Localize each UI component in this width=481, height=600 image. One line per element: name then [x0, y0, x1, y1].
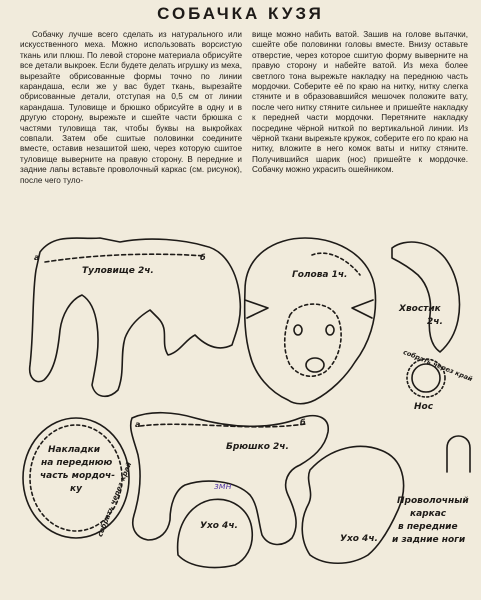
instructions-text-left: Собачку лучше всего сделать из натурального или искусственного меха. Можно использовать ворсистую ткань или плюш. По левой стороне материала обрисуйте все детали выкроек. Если будете делать игрушку из меха, вырезайте обрисованные формы точно по линии карандаша, если же у вас будет ткань, вырезайте обрисованные детали, отступая на 0,5 см от линии карандаша. Туловище и брюшко обрисуйте в одну и в другую сторону, вырежьте и сшейте части брюшка с частями туловища так, чтобы буквы на выкройках совпали. Затем обе сшитые половинки соедините вместе, оставив незашитой шею, через которую сшитое туловище выверните на правую сторону. В передние и задние лапы вставьте проволочный каркас (см. рисунок), после чего туло- [20, 30, 242, 185]
head-muzzle-outline [285, 304, 341, 376]
head-eye-left [294, 325, 302, 335]
tail-pattern-piece [392, 242, 459, 352]
body-point-a: а [34, 253, 40, 262]
page-title: СОБАЧКА КУЗЯ [157, 4, 324, 23]
head-eye-right [326, 325, 334, 335]
nose-label: Нос [414, 402, 434, 412]
body-seam-line [45, 254, 205, 262]
body-point-b: б [200, 253, 206, 262]
pencil-note: змн [214, 482, 232, 492]
ear-label-b: Ухо 4ч. [340, 534, 378, 544]
body-label: Туловище 2ч. [82, 266, 154, 276]
belly-point-a: а [135, 420, 141, 429]
head-nose-mark [306, 358, 324, 372]
wire-frame-label-1: Проволочный [397, 496, 469, 506]
muzzle-pad-gather-label: собрать через край [96, 461, 134, 538]
tail-count-label: 2ч. [427, 317, 443, 327]
wire-frame-label-4: и задние ноги [392, 535, 466, 545]
instructions-text-right: вище можно набить ватой. Зашив на голове вытачки, сшейте обе половинки головы вместе. Внизу оставьте отверстие, через которое сшитую форму выверните на правую сторону и набейте ватой. Из меха более светлого тона вырежьте накладку на переднюю часть мордочки. Соберите её по краю на нитку, нитку слегка стяните и в образовавшийся мешочек положите вату, после чего нитку стяните сильнее и пришейте накладку к передней части мордочки. Перетяните накладку посредине чёрной ниткой по вертикальной линии. Из чёрной ткани вырежьте кружок, соберите его по краю на нитку, вложите в него комок ваты и нитку стяните. Получившийся шарик (нос) пришейте к мордочке. Собачку можно украсить ошейником. [252, 30, 468, 175]
head-dart-left [245, 300, 268, 318]
muzzle-pad-label-3: часть мордоч- [40, 471, 115, 481]
muzzle-pad-label-1: Накладки [48, 445, 101, 455]
wire-frame-shape [447, 436, 470, 472]
tail-label: Хвостик [399, 304, 441, 314]
nose-gather-label: собрать через край [402, 348, 474, 384]
wire-frame-label-2: каркас [410, 509, 447, 519]
belly-point-b: б [300, 418, 306, 427]
head-pattern-piece [245, 238, 376, 404]
ear-pattern-piece-b [302, 446, 403, 563]
muzzle-pad-label-4: ку [70, 484, 82, 494]
ear-label-a: Ухо 4ч. [200, 521, 238, 531]
wire-frame-label-3: в передние [398, 522, 458, 532]
belly-label: Брюшко 2ч. [226, 442, 289, 452]
body-pattern-piece [30, 238, 241, 396]
head-dart-right [352, 300, 373, 318]
head-label: Голова 1ч. [292, 270, 348, 280]
ear-pattern-piece-a [178, 499, 253, 567]
muzzle-pad-label-2: на переднюю [41, 458, 113, 468]
